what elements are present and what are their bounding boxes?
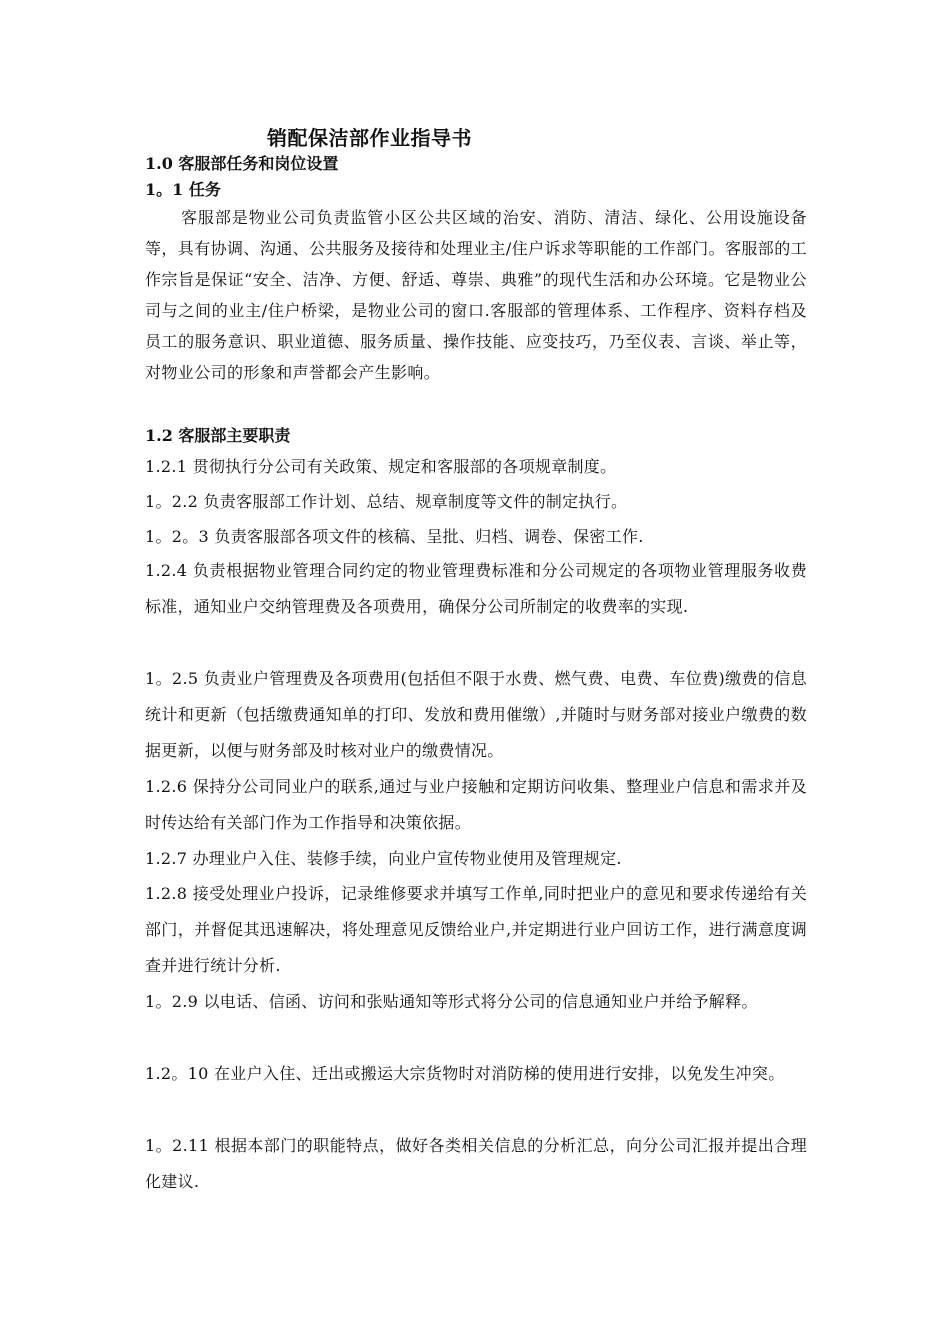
duty-item: 1。2。3 负责客服部各项文件的核稿、呈批、归档、调卷、保密工作.: [145, 527, 644, 546]
duty-item: 1。2.9 以电话、信函、访问和张贴通知等形式将分公司的信息通知业户并给予解释。: [145, 992, 758, 1011]
duty-item: 1。2.11 根据本部门的职能特点，做好各类相关信息的分析汇总，向分公司汇报并提出合理化建议.: [145, 1136, 807, 1191]
duty-item: 1.2.4 负责根据物业管理合同约定的物业管理费标准和分公司规定的各项物业管理服务收费标准，通知业户交纳管理费及各项费用，确保分公司所制定的收费率的实现.: [145, 561, 807, 616]
duty-item: 1.2。10 在业户入住、迁出或搬运大宗货物时对消防梯的使用进行安排，以免发生冲突。: [145, 1064, 785, 1083]
section-heading-1-0: 1.0 客服部任务和岗位设置: [145, 154, 339, 173]
intro-paragraph: 客服部是物业公司负责监管小区公共区域的治安、消防、清洁、绿化、公用设施设备等，具有协调、沟通、公共服务及接待和处理业主/住户诉求等职能的工作部门。客服部的工作宗旨是保证“安全、洁净、方便、舒适、尊崇、典雅”的现代生活和办公环境。它是物业公司与之间的业主/住户桥梁，是物业公司的窗口.客服部的管理体系、工作程序、资料存档及员工的服务意识、职业道德、服务质量、操作技能、应变技巧，乃至仪表、言谈、举止等，对物业公司的形象和声誉都会产生影响。: [145, 208, 807, 382]
section-heading-1-1: 1。1 任务: [145, 180, 221, 199]
section-heading-1-2: 1.2 客服部主要职责: [145, 426, 291, 445]
duty-item: 1.2.8 接受处理业户投诉，记录维修要求并填写工作单,同时把业户的意见和要求传递给有关部门，并督促其迅速解决，将处理意见反馈给业户,并定期进行业户回访工作，进行满意度调查并进行统计分析.: [145, 884, 807, 975]
duty-item: 1.2.7 办理业户入住、装修手续，向业户宣传物业使用及管理规定.: [145, 849, 622, 868]
document-title: 销配保洁部作业指导书: [267, 126, 472, 150]
duty-item: 1。2.5 负责业户管理费及各项费用(包括但不限于水费、燃气费、电费、车位费)缴费的信息统计和更新（包括缴费通知单的打印、发放和费用催缴）,并随时与财务部对接业户缴费的数据更新，以便与财务部及时核对业户的缴费情况。: [145, 669, 807, 760]
duty-item: 1.2.6 保持分公司同业户的联系,通过与业户接触和定期访问收集、整理业户信息和需求并及时传达给有关部门作为工作指导和决策依据。: [145, 777, 807, 832]
duty-item: 1.2.1 贯彻执行分公司有关政策、规定和客服部的各项规章制度。: [145, 457, 617, 476]
duty-item: 1。2.2 负责客服部工作计划、总结、规章制度等文件的制定执行。: [145, 492, 628, 511]
